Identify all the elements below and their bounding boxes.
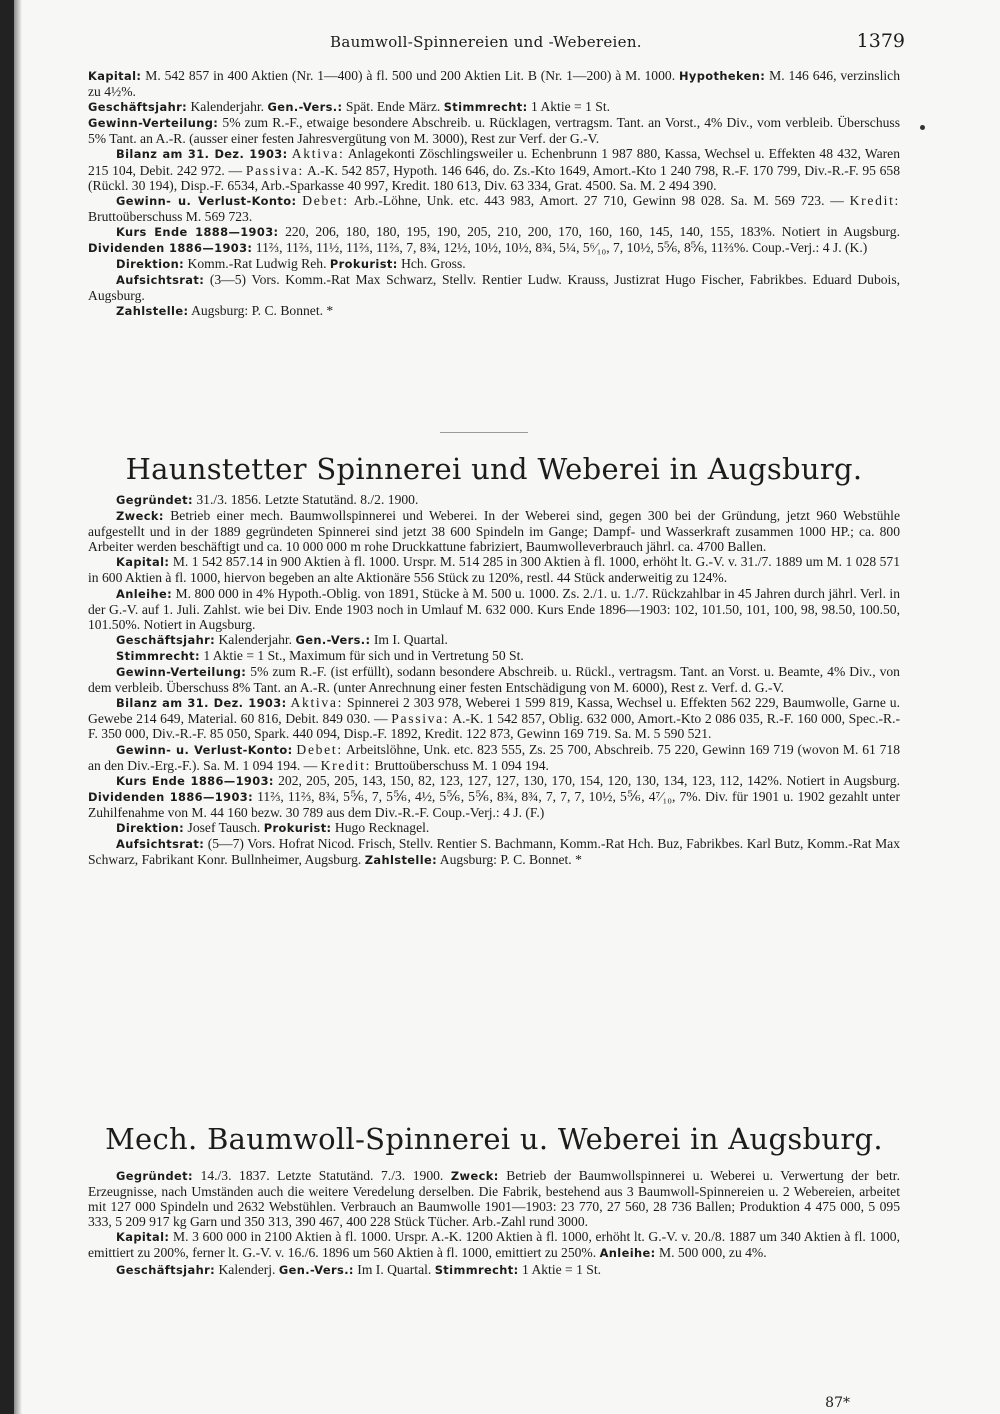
gewinn-verteilung-paragraph: Gewinn-Verteilung: 5% zum R.-F. (ist erfüllt), sodann besondere Abschreib. u. Rückl., vertragsm. Tant. an Vorst. u. Beamte, 4% Div., von dem verbleib. Überschuss 8% Tant. an A.-R. (unter Anrechnung einer festen Entschädigung von M. 6000), Rest z. Verf. d. G.-V. bbox=[88, 664, 900, 696]
direktion-paragraph: Direktion: Komm.-Rat Ludwig Reh. Prokurist: Hch. Gross. bbox=[116, 256, 466, 272]
guv-paragraph: Gewinn- u. Verlust-Konto: Debet: Arb.-Löhne, Unk. etc. 443 983, Amort. 27 710, Gewinn 98 028. Sa. M. 569 723. — Kredit: Bruttoüberschuss M. 569 723. bbox=[88, 192, 901, 224]
page-number: 1379 bbox=[856, 30, 905, 52]
gewinn-verteilung-paragraph: Gewinn-Verteilung: 5% zum R.-F., etwaige besondere Abschreib. u. Rücklagen, vertragsm. Tant. an Vorst., 4% Div., vom verbleib. Überschuss 5% Tant. an A.-R. (ausser einer festen Jahresvergütung von M. 3000), Rest zur Verf. der G.-V. bbox=[88, 115, 900, 147]
company-heading-mech-baumwoll: Mech. Baumwoll-Spinnerei u. Weberei in Augsburg. bbox=[105, 1122, 883, 1156]
section-divider bbox=[440, 432, 528, 433]
aufsichtsrat-paragraph: Aufsichtsrat: (5—7) Vors. Hofrat Nicod. Frisch, Stellv. Rentier S. Bachmann, Komm.-Rat Hch. Buz, Fabrikbes. Karl Butz, Komm.-Rat Max Schwarz, Fabrikant Konr. Bullnheimer, Augsburg. Zahlstelle: Augsburg: P. C. Bonnet. * bbox=[88, 836, 900, 868]
entry-mech-baumwoll bbox=[88, 1168, 900, 1278]
gegruendet-paragraph: Gegründet: 14./3. 1837. Letzte Statutänd. 7./3. 1900. Zweck: Betrieb der Baumwollspinnerei u. Weberei u. Verwertung der betr. Erzeugnisse, nach Umständen auch die weitere Veredelung derselben. Die Fabrik, bestehend aus 3 Baumwoll-Spinnereien u. 2 Webereien, arbeitet mit 127 000 Spindeln und 2632 Webstühlen. Verbrauch an Baumwolle 1901—1903: 23 770, 27 560, 28 736 Ballen; Produktion 4 475 000, 5 095 333, 5 209 917 kg Garn und 350 313, 390 467, 400 228 Stück Tücher. Arb.-Zahl rund 3000. bbox=[88, 1168, 900, 1230]
binding-gradient bbox=[14, 0, 22, 1414]
margin-mark bbox=[920, 125, 925, 130]
bilanz-paragraph: Bilanz am 31. Dez. 1903: Aktiva: Anlagekonti Zöschlingsweiler u. Echenbrunn 1 987 880, Kassa, Wechsel u. Effekten 48 432, Waren 215 104, Debit. 242 972. — Passiva: A.-K. 542 857, Hypoth. 146 646, do. Zs.-Kto 1649, Amort.-Kto 1 240 798, R.-F. 170 799, Div.-R.-F. 95 658 (Rückl. 30 194), Disp.-F. 6534, Arb.-Sparkasse 40 997, Kredit. 180 613, Div. 63 334, Grat. 4500. Sa. M. 2 494 390. bbox=[88, 146, 901, 193]
aufsichtsrat-paragraph: Aufsichtsrat: (3—5) Vors. Komm.-Rat Max Schwarz, Stellv. Rentier Ludw. Krauss, Justizrat Hugo Fischer, Fabrikbes. Eduard Dubois, Augsburg. bbox=[88, 272, 901, 304]
kapital-paragraph: Kapital: M. 542 857 in 400 Aktien (Nr. 1—400) à fl. 500 und 200 Aktien Lit. B (Nr. 1—200) à M. 1000. Hypotheken: M. 146 646, verzinslich zu 4½%. bbox=[88, 68, 900, 100]
kurs-paragraph: Kurs Ende 1888—1903: 220, 206, 180, 180, 195, 190, 205, 210, 200, 170, 160, 160, 145, 140, 155, 183%. Notiert in Augsburg. Dividenden 1886—1903: 11⅔, 11⅔, 11½, 11⅔, 11⅔, 7, 8¾, 12½, 10½, 10½, 8¾, 5¼, 5⁶⁄₁₀, 7, 10½, 5⅚, 8⅚, 11⅔%. Coup.-Verj.: 4 J. (K.) bbox=[88, 223, 901, 256]
anleihe-paragraph: Anleihe: M. 800 000 in 4% Hypoth.-Oblig. von 1891, Stücke à M. 500 u. 1000. Zs. 2./1. u. 1./7. Rückzahlbar in 45 Jahren durch jährl. Verl. in der G.-V. auf 1. Juli. Zahlst. wie bei Div. Ende 1903 noch in Umlauf M. 632 000. Kurs Ende 1896—1903: 102, 101.50, 101, 100, 98, 98.50, 100.50, 101.50%. Notiert in Augsburg. bbox=[88, 585, 900, 632]
geschaeftsjahr-paragraph: Geschäftsjahr: Kalenderj. Gen.-Vers.: Im I. Quartal. Stimmrecht: 1 Aktie = 1 St. bbox=[116, 1261, 602, 1277]
zweck-paragraph: Zweck: Betrieb einer mech. Baumwollspinnerei und Weberei. In der Weberei sind, gegen 300 bei der Gründung, jetzt 960 Webstühle aufgestellt und in der 1889 gegründeten Spinnerei sind jetzt 38 600 Spindeln im Gange; Dampf- und Wasserkraft zusammen 1000 HP.; ca. 800 Arbeiter werden beschäftigt und ca. 10 000 000 m rohe Druckkattune fabriziert, Baumwolleverbrauch jährl. ca. 4700 Ballen. bbox=[88, 508, 900, 555]
entry-haunstetter bbox=[88, 492, 900, 868]
binding-shadow bbox=[0, 0, 14, 1414]
zahlstelle-paragraph: Zahlstelle: Augsburg: P. C. Bonnet. * bbox=[116, 303, 334, 319]
kurs-paragraph: Kurs Ende 1886—1903: 202, 205, 205, 143, 150, 82, 123, 127, 127, 130, 170, 154, 120, 130, 134, 123, 112, 142%. Notiert in Augsburg. Dividenden 1886—1903: 11⅔, 11⅔, 8¾, 5⅚, 7, 5⅚, 4½, 5⅚, 5⅚, 8¾, 8¾, 7, 7, 7, 10½, 5⅚, 4⁷⁄₁₀, 7%. Div. für 1901 u. 1902 gezahlt unter Zuhilfenahme von M. 44 160 bezw. 30 789 aus dem Div.-R.-F. Coup.-Verj.: 4 J. (F.) bbox=[88, 772, 901, 820]
kapital-paragraph: Kapital: M. 1 542 857.14 in 900 Aktien à fl. 1000. Urspr. M. 514 285 in 300 Aktien à fl. 1000, erhöht lt. G.-V. v. 31./7. 1889 um M. 1 028 571 in 600 Aktien à fl. 1000, hiervon begeben an alte Aktionäre 556 Stück zu 120%, restl. 44 Stück anderweitig zu 124%. bbox=[88, 554, 900, 586]
kapital-paragraph: Kapital: M. 3 600 000 in 2100 Aktien à fl. 1000. Urspr. A.-K. 1200 Aktien à fl. 1000, erhöht lt. G.-V. v. 20./8. 1887 um 340 Aktien à fl. 1000, emittiert zu 200%, ferner lt. G.-V. v. 16./6. 1896 um 560 Aktien à fl. 1000, emittiert zu 250%. Anleihe: M. 500 000, zu 4%. bbox=[88, 1229, 900, 1261]
entry-continuation bbox=[88, 68, 900, 320]
printer-signature: 87* bbox=[825, 1395, 850, 1411]
stimmrecht-paragraph: Stimmrecht: 1 Aktie = 1 St., Maximum für sich und in Vertretung 50 St. bbox=[116, 647, 524, 663]
geschaeftsjahr-paragraph: Geschäftsjahr: Kalenderjahr. Gen.-Vers.: Spät. Ende März. Stimmrecht: 1 Aktie = 1 St. bbox=[88, 99, 611, 115]
geschaeftsjahr-paragraph: Geschäftsjahr: Kalenderjahr. Gen.-Vers.: Im I. Quartal. bbox=[116, 631, 448, 647]
gegruendet-paragraph: Gegründet: 31./3. 1856. Letzte Statutänd. 8./2. 1900. bbox=[116, 492, 419, 507]
running-title: Baumwoll-Spinnereien und -Webereien. bbox=[330, 33, 642, 51]
company-heading-haunstetter: Haunstetter Spinnerei und Weberei in Augsburg. bbox=[125, 452, 863, 486]
running-head bbox=[0, 30, 1000, 56]
guv-paragraph: Gewinn- u. Verlust-Konto: Debet: Arbeitslöhne, Unk. etc. 823 555, Zs. 25 700, Abschreib. 75 220, Gewinn 169 719 (wovon M. 61 718 an den Div.-Erg.-F.). Sa. M. 1 094 194. — Kredit: Bruttoüberschuss M. 1 094 194. bbox=[88, 741, 901, 773]
direktion-paragraph: Direktion: Josef Tausch. Prokurist: Hugo Recknagel. bbox=[116, 819, 430, 835]
bilanz-paragraph: Bilanz am 31. Dez. 1903: Aktiva: Spinnerei 2 303 978, Weberei 1 599 819, Kassa, Wechsel u. Effekten 562 229, Baumwolle, Garne u. Gewebe 214 649, Material. 60 816, Debit. 849 030. — Passiva: A.-K. 1 542 857, Oblig. 632 000, Amort.-Kto 2 086 035, R.-F. 160 000, Spec.-R.-F. 350 000, Div.-R.-F. 85 050, Spark. 440 094, Disp.-F. 1892, Kredit. 122 873, Gewinn 169 719. Sa. M. 5 590 521. bbox=[88, 695, 900, 742]
